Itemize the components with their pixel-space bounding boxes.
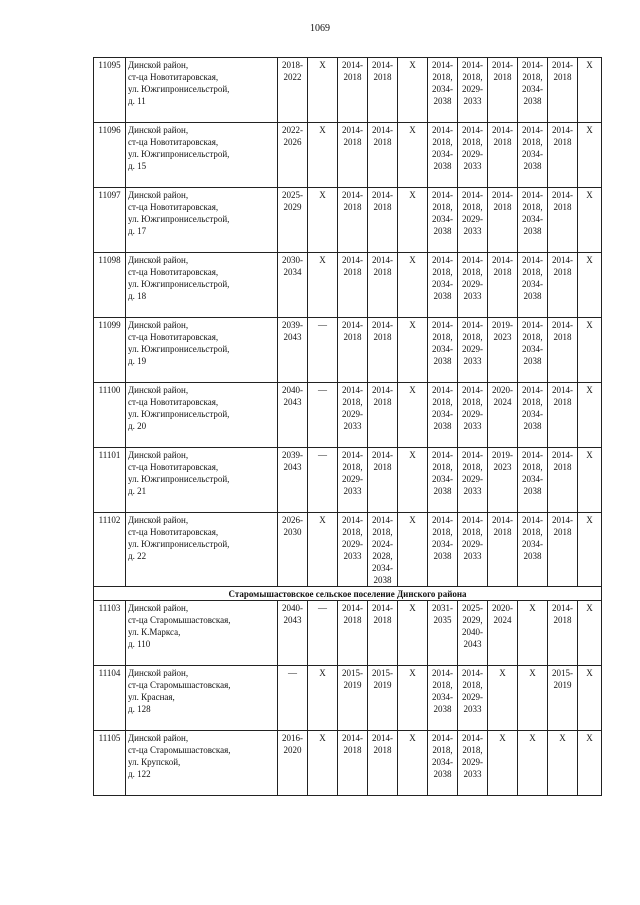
- row-number: 11095: [94, 58, 126, 123]
- period-cell: Х: [578, 188, 602, 253]
- period-cell: 2014- 2018: [548, 188, 578, 253]
- table-row: [94, 253, 602, 318]
- period-cell: Х: [398, 383, 428, 448]
- period-cell: 2015- 2019: [368, 666, 398, 731]
- period-cell: 2014- 2018, 2029- 2033: [338, 513, 368, 587]
- period-cell: 2014- 2018: [548, 448, 578, 513]
- table-body-novotitarovskaya: [94, 58, 602, 587]
- period-cell: 2014- 2018: [368, 448, 398, 513]
- period-cell: Х: [398, 601, 428, 666]
- period-cell: Х: [398, 318, 428, 383]
- period-cell: 2014- 2018: [488, 253, 518, 318]
- period-cell: 2014- 2018: [548, 383, 578, 448]
- period-cell: 2014- 2018: [338, 58, 368, 123]
- period-cell: 2014- 2018: [368, 318, 398, 383]
- period-cell: Х: [308, 731, 338, 796]
- period-cell: 2014- 2018: [548, 58, 578, 123]
- period-cell: Х: [488, 731, 518, 796]
- period-cell: 2014- 2018, 2034- 2038: [428, 513, 458, 587]
- period-cell: 2014- 2018: [548, 601, 578, 666]
- period-cell: Х: [398, 448, 428, 513]
- period-cell: Х: [308, 188, 338, 253]
- period-cell: 2014- 2018, 2034- 2038: [518, 253, 548, 318]
- period-cell: 2014- 2018, 2034- 2038: [518, 448, 548, 513]
- period-cell: 2014- 2018, 2034- 2038: [428, 123, 458, 188]
- period-cell: 2014- 2018: [488, 58, 518, 123]
- period-cell: Х: [578, 448, 602, 513]
- period-cell: 2014- 2018: [368, 253, 398, 318]
- period-cell: 2014- 2018: [338, 601, 368, 666]
- period-cell: 2018- 2022: [278, 58, 308, 123]
- period-cell: Х: [488, 666, 518, 731]
- period-cell: Х: [308, 123, 338, 188]
- period-cell: 2026- 2030: [278, 513, 308, 587]
- table-row: [94, 383, 602, 448]
- period-cell: —: [278, 666, 308, 731]
- period-cell: 2014- 2018: [548, 123, 578, 188]
- period-cell: Х: [578, 601, 602, 666]
- address-cell: Динской район, ст-ца Новотитаровская, ул. Южгипронисельстрой, д. 22: [126, 513, 278, 587]
- period-cell: 2014- 2018, 2024- 2028, 2034- 2038: [368, 513, 398, 587]
- period-cell: 2020- 2024: [488, 383, 518, 448]
- period-cell: 2014- 2018, 2034- 2038: [428, 731, 458, 796]
- period-cell: 2014- 2018: [488, 188, 518, 253]
- row-number: 11102: [94, 513, 126, 587]
- period-cell: 2014- 2018, 2029- 2033: [338, 383, 368, 448]
- period-cell: 2014- 2018, 2029- 2033: [458, 513, 488, 587]
- period-cell: 2022- 2026: [278, 123, 308, 188]
- period-cell: Х: [308, 253, 338, 318]
- period-cell: 2014- 2018, 2034- 2038: [428, 318, 458, 383]
- period-cell: 2014- 2018: [338, 731, 368, 796]
- period-cell: Х: [398, 188, 428, 253]
- period-cell: Х: [308, 513, 338, 587]
- period-cell: 2014- 2018, 2034- 2038: [518, 123, 548, 188]
- period-cell: 2014- 2018: [368, 123, 398, 188]
- period-cell: 2014- 2018: [368, 188, 398, 253]
- period-cell: 2014- 2018, 2029- 2033: [338, 448, 368, 513]
- address-cell: Динской район, ст-ца Новотитаровская, ул. Южгипронисельстрой, д. 15: [126, 123, 278, 188]
- period-cell: 2014- 2018: [488, 123, 518, 188]
- period-cell: 2014- 2018: [368, 383, 398, 448]
- period-cell: Х: [398, 58, 428, 123]
- period-cell: 2014- 2018: [488, 513, 518, 587]
- row-number: 11104: [94, 666, 126, 731]
- period-cell: Х: [308, 666, 338, 731]
- table-row: [94, 601, 602, 666]
- period-cell: 2014- 2018, 2029- 2033: [458, 58, 488, 123]
- address-cell: Динской район, ст-ца Новотитаровская, ул. Южгипронисельстрой, д. 17: [126, 188, 278, 253]
- period-cell: Х: [518, 601, 548, 666]
- period-cell: 2014- 2018, 2034- 2038: [518, 383, 548, 448]
- period-cell: 2014- 2018, 2029- 2033: [458, 123, 488, 188]
- period-cell: 2014- 2018, 2029- 2033: [458, 383, 488, 448]
- period-cell: 2014- 2018, 2029- 2033: [458, 448, 488, 513]
- period-cell: 2014- 2018: [548, 318, 578, 383]
- period-cell: Х: [398, 123, 428, 188]
- table-body-staromyshastovskaya: [94, 601, 602, 796]
- address-cell: Динской район, ст-ца Новотитаровская, ул. Южгипронисельстрой, д. 20: [126, 383, 278, 448]
- period-cell: Х: [308, 58, 338, 123]
- address-cell: Динской район, ст-ца Старомышастовская, ул. Крупской, д. 122: [126, 731, 278, 796]
- page-number: 1069: [310, 23, 330, 34]
- address-cell: Динской район, ст-ца Старомышастовская, ул. Красная, д. 128: [126, 666, 278, 731]
- row-number: 11105: [94, 731, 126, 796]
- period-cell: —: [308, 383, 338, 448]
- period-cell: 2014- 2018: [338, 188, 368, 253]
- table-row: [94, 513, 602, 587]
- period-cell: —: [308, 448, 338, 513]
- section-header-group: [94, 587, 602, 601]
- period-cell: 2014- 2018, 2034- 2038: [518, 58, 548, 123]
- address-cell: Динской район, ст-ца Новотитаровская, ул. Южгипронисельстрой, д. 19: [126, 318, 278, 383]
- period-cell: Х: [398, 666, 428, 731]
- period-cell: Х: [548, 731, 578, 796]
- period-cell: 2040- 2043: [278, 601, 308, 666]
- period-cell: Х: [578, 58, 602, 123]
- period-cell: 2014- 2018, 2034- 2038: [428, 448, 458, 513]
- period-cell: 2015- 2019: [338, 666, 368, 731]
- period-cell: 2014- 2018, 2029- 2033: [458, 666, 488, 731]
- period-cell: —: [308, 318, 338, 383]
- table-row: [94, 731, 602, 796]
- row-number: 11098: [94, 253, 126, 318]
- table-row: [94, 123, 602, 188]
- period-cell: 2014- 2018, 2029- 2033: [458, 731, 488, 796]
- period-cell: 2014- 2018, 2029- 2033: [458, 318, 488, 383]
- period-cell: Х: [578, 731, 602, 796]
- period-cell: Х: [398, 513, 428, 587]
- period-cell: 2014- 2018, 2034- 2038: [428, 58, 458, 123]
- period-cell: Х: [578, 253, 602, 318]
- row-number: 11101: [94, 448, 126, 513]
- period-cell: —: [308, 601, 338, 666]
- housing-repair-table: [93, 57, 602, 796]
- period-cell: 2040- 2043: [278, 383, 308, 448]
- row-number: 11096: [94, 123, 126, 188]
- period-cell: Х: [518, 666, 548, 731]
- table-row: [94, 666, 602, 731]
- period-cell: Х: [578, 318, 602, 383]
- table-row: [94, 318, 602, 383]
- address-cell: Динской район, ст-ца Новотитаровская, ул. Южгипронисельстрой, д. 18: [126, 253, 278, 318]
- row-number: 11099: [94, 318, 126, 383]
- period-cell: 2020- 2024: [488, 601, 518, 666]
- section-header: Старомышастовское сельское поселение Динского района: [94, 587, 602, 601]
- period-cell: Х: [398, 731, 428, 796]
- period-cell: 2039- 2043: [278, 448, 308, 513]
- period-cell: Х: [578, 123, 602, 188]
- period-cell: 2015- 2019: [548, 666, 578, 731]
- row-number: 11100: [94, 383, 126, 448]
- period-cell: 2014- 2018: [368, 731, 398, 796]
- period-cell: Х: [578, 383, 602, 448]
- period-cell: 2014- 2018: [338, 253, 368, 318]
- period-cell: 2014- 2018: [338, 318, 368, 383]
- period-cell: 2014- 2018: [368, 58, 398, 123]
- period-cell: 2016- 2020: [278, 731, 308, 796]
- period-cell: Х: [518, 731, 548, 796]
- period-cell: 2014- 2018: [368, 601, 398, 666]
- period-cell: 2025- 2029: [278, 188, 308, 253]
- period-cell: 2014- 2018, 2034- 2038: [518, 513, 548, 587]
- address-cell: Динской район, ст-ца Новотитаровская, ул. Южгипронисельстрой, д. 21: [126, 448, 278, 513]
- table-row: [94, 58, 602, 123]
- period-cell: 2014- 2018, 2029- 2033: [458, 188, 488, 253]
- period-cell: 2014- 2018: [548, 513, 578, 587]
- period-cell: 2025- 2029, 2040- 2043: [458, 601, 488, 666]
- period-cell: 2019- 2023: [488, 448, 518, 513]
- period-cell: 2014- 2018, 2034- 2038: [428, 188, 458, 253]
- row-number: 11097: [94, 188, 126, 253]
- period-cell: 2014- 2018, 2029- 2033: [458, 253, 488, 318]
- period-cell: 2014- 2018, 2034- 2038: [518, 318, 548, 383]
- table-row: [94, 448, 602, 513]
- period-cell: Х: [578, 666, 602, 731]
- period-cell: 2031- 2035: [428, 601, 458, 666]
- period-cell: 2019- 2023: [488, 318, 518, 383]
- period-cell: 2039- 2043: [278, 318, 308, 383]
- period-cell: 2030- 2034: [278, 253, 308, 318]
- period-cell: Х: [398, 253, 428, 318]
- address-cell: Динской район, ст-ца Старомышастовская, ул. К.Маркса, д. 110: [126, 601, 278, 666]
- table-row: [94, 188, 602, 253]
- period-cell: Х: [578, 513, 602, 587]
- period-cell: 2014- 2018: [548, 253, 578, 318]
- address-cell: Динской район, ст-ца Новотитаровская, ул. Южгипронисельстрой, д. 11: [126, 58, 278, 123]
- period-cell: 2014- 2018, 2034- 2038: [518, 188, 548, 253]
- period-cell: 2014- 2018, 2034- 2038: [428, 666, 458, 731]
- period-cell: 2014- 2018, 2034- 2038: [428, 253, 458, 318]
- period-cell: 2014- 2018: [338, 123, 368, 188]
- row-number: 11103: [94, 601, 126, 666]
- period-cell: 2014- 2018, 2034- 2038: [428, 383, 458, 448]
